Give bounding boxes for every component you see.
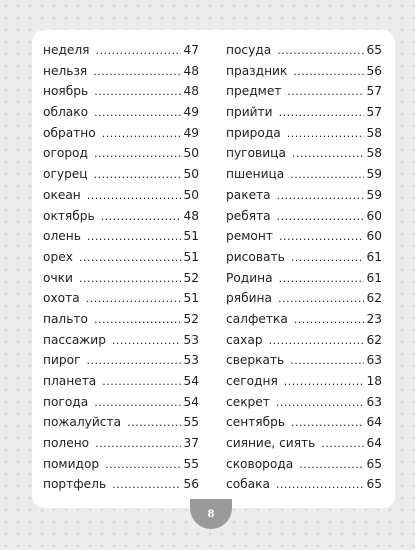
index-word: обратно	[43, 125, 96, 140]
dot-leader	[299, 455, 364, 476]
index-page-number: 64	[366, 436, 382, 451]
index-word: очки	[43, 270, 73, 285]
index-word: пальто	[43, 311, 88, 326]
index-entry	[226, 40, 382, 61]
index-entry	[43, 185, 199, 206]
dot-leader	[94, 103, 181, 124]
index-entry	[226, 247, 382, 268]
dot-leader	[269, 331, 365, 352]
dot-leader	[277, 41, 364, 62]
index-page-number: 50	[183, 187, 199, 202]
index-word: неделя	[43, 43, 90, 57]
dot-leader	[86, 289, 182, 310]
index-entry	[226, 433, 382, 454]
dot-leader	[276, 475, 365, 496]
index-word: посуда	[226, 43, 272, 57]
index-entry	[226, 143, 382, 164]
index-entry	[43, 206, 199, 227]
index-word: сверкать	[226, 353, 285, 368]
index-page-number: 51	[183, 249, 199, 264]
index-page-number: 59	[366, 167, 382, 182]
index-page-number: 63	[366, 353, 382, 368]
index-entry	[43, 412, 199, 433]
index-page-number: 56	[183, 477, 199, 492]
index-word: огород	[43, 146, 88, 161]
index-entry	[226, 123, 382, 144]
index-page-number: 51	[183, 291, 199, 306]
dot-leader	[277, 207, 365, 228]
index-word: сковорода	[226, 456, 294, 471]
index-page-number: 58	[366, 125, 382, 140]
index-word: планета	[43, 374, 97, 388]
dot-leader	[276, 393, 365, 414]
index-page-number: 23	[366, 311, 382, 326]
index-page-number: 61	[366, 270, 382, 285]
index-word: октябрь	[43, 208, 95, 223]
index-word: рябина	[226, 291, 272, 306]
index-entry	[43, 330, 199, 351]
dot-leader	[79, 269, 182, 290]
index-card	[32, 30, 395, 508]
index-page-number: 64	[366, 415, 382, 430]
index-entry	[43, 309, 199, 330]
index-entry	[226, 81, 382, 102]
index-page-number: 53	[183, 332, 199, 347]
index-word: ноябрь	[43, 84, 89, 99]
index-page-number: 49	[183, 105, 199, 120]
index-word: охота	[43, 291, 80, 306]
index-column-right	[226, 40, 382, 495]
index-page-number: 59	[366, 187, 382, 202]
dot-leader	[290, 165, 364, 186]
dot-leader	[102, 372, 181, 393]
index-entry	[43, 474, 199, 495]
index-entry	[43, 164, 199, 185]
index-word: Родина	[226, 270, 273, 285]
dot-leader	[87, 186, 182, 207]
index-page-number: 51	[183, 229, 199, 244]
index-page-number: 65	[366, 456, 382, 471]
index-page-number: 62	[366, 291, 382, 306]
index-entry	[226, 309, 382, 330]
index-page-number: 54	[183, 394, 199, 409]
dot-leader	[87, 351, 182, 372]
index-entry	[43, 102, 199, 123]
index-page-number: 60	[366, 208, 382, 223]
index-word: ребята	[226, 208, 271, 223]
index-word: олень	[43, 229, 81, 244]
dot-leader	[94, 144, 182, 165]
index-word: рисовать	[226, 249, 285, 264]
index-word: полено	[43, 436, 90, 451]
index-entry	[226, 185, 382, 206]
index-entry	[226, 288, 382, 309]
index-entry	[226, 268, 382, 289]
dot-leader	[96, 41, 182, 62]
index-page-number: 58	[366, 146, 382, 161]
index-entry	[226, 454, 382, 475]
index-word: пожалуйста	[43, 415, 122, 430]
index-entry	[226, 392, 382, 413]
index-entry	[43, 123, 199, 144]
dot-leader	[79, 248, 182, 269]
dot-leader	[94, 310, 182, 331]
dot-leader	[293, 62, 364, 83]
index-entry	[226, 371, 382, 392]
index-word: портфель	[43, 477, 107, 492]
index-entry	[43, 81, 199, 102]
index-entry	[43, 247, 199, 268]
index-entry	[226, 61, 382, 82]
index-entry	[226, 164, 382, 185]
index-page-number: 54	[183, 374, 199, 388]
index-page-number: 60	[366, 229, 382, 244]
index-page-number: 61	[366, 249, 382, 264]
index-page-number: 65	[366, 43, 382, 57]
dot-leader	[287, 82, 364, 103]
dot-leader	[284, 372, 365, 393]
index-page-number: 52	[183, 311, 199, 326]
index-entry	[43, 61, 199, 82]
index-word: ракета	[226, 187, 271, 202]
index-word: огурец	[43, 167, 88, 182]
index-page-number: 50	[183, 167, 199, 182]
dot-leader	[287, 124, 365, 145]
dot-leader	[291, 413, 364, 434]
index-entry	[43, 433, 199, 454]
index-word: облако	[43, 105, 89, 120]
index-entry	[226, 412, 382, 433]
index-entry	[43, 371, 199, 392]
index-word: сегодня	[226, 374, 278, 388]
index-word: помидор	[43, 456, 100, 471]
dot-leader	[101, 207, 182, 228]
dot-leader	[321, 434, 364, 455]
dot-leader	[279, 269, 365, 290]
index-entry	[226, 350, 382, 371]
index-word: праздник	[226, 63, 288, 78]
index-page-number: 55	[183, 456, 199, 471]
index-word: орех	[43, 249, 73, 264]
index-page-number: 52	[183, 270, 199, 285]
index-page-number: 48	[183, 208, 199, 223]
index-word: секрет	[226, 394, 270, 409]
index-word: сентябрь	[226, 415, 286, 430]
index-page-number: 50	[183, 146, 199, 161]
dot-leader	[277, 186, 365, 207]
page-number: 8	[207, 508, 215, 520]
dot-leader	[95, 434, 181, 455]
index-page-number: 65	[366, 477, 382, 492]
dot-leader	[102, 124, 182, 145]
index-entry	[226, 102, 382, 123]
index-entry	[43, 454, 199, 475]
dot-leader	[292, 144, 365, 165]
index-entry	[43, 350, 199, 371]
index-word: океан	[43, 187, 81, 202]
index-entry	[43, 226, 199, 247]
index-entry	[43, 392, 199, 413]
dot-leader	[94, 82, 181, 103]
dot-leader	[105, 455, 181, 476]
index-page-number: 49	[183, 125, 199, 140]
index-entry	[43, 268, 199, 289]
index-word: пирог	[43, 353, 81, 368]
index-page-number: 55	[183, 415, 199, 430]
index-page-number: 53	[183, 353, 199, 368]
dot-leader	[94, 165, 182, 186]
dot-leader	[93, 62, 181, 83]
dot-leader	[127, 413, 181, 434]
dot-leader	[279, 103, 365, 124]
index-page-number: 48	[183, 63, 199, 78]
index-entry	[226, 474, 382, 495]
dot-leader	[278, 289, 365, 310]
dot-leader	[291, 248, 365, 269]
index-word: пуговица	[226, 146, 286, 161]
index-column-left	[43, 40, 199, 495]
index-entry	[226, 226, 382, 247]
dot-leader	[290, 351, 364, 372]
index-word: сахар	[226, 332, 263, 347]
dot-leader	[112, 331, 182, 352]
index-word: природа	[226, 125, 281, 140]
dot-leader	[279, 227, 365, 248]
index-entry	[43, 288, 199, 309]
dot-leader	[94, 393, 181, 414]
index-page-number: 48	[183, 84, 199, 99]
index-word: погода	[43, 394, 89, 409]
index-word: собака	[226, 477, 270, 492]
index-page-number: 57	[366, 84, 382, 99]
index-page-number: 63	[366, 394, 382, 409]
index-word: прийти	[226, 105, 273, 120]
dot-leader	[112, 475, 181, 496]
index-word: пшеница	[226, 167, 285, 182]
index-word: нельзя	[43, 63, 88, 78]
index-page-number: 18	[366, 374, 382, 388]
index-word: ремонт	[226, 229, 273, 244]
index-page-number: 47	[183, 43, 199, 57]
index-entry	[226, 206, 382, 227]
page-number-tab	[190, 499, 232, 529]
index-entry	[43, 40, 199, 61]
index-word: предмет	[226, 84, 282, 99]
index-word: салфетка	[226, 311, 288, 326]
index-page-number: 56	[366, 63, 382, 78]
index-word: пассажир	[43, 332, 106, 347]
dot-leader	[294, 310, 365, 331]
index-word: сияние, сиять	[226, 436, 316, 451]
index-page-number: 62	[366, 332, 382, 347]
index-entry	[226, 330, 382, 351]
index-page-number: 57	[366, 105, 382, 120]
dot-leader	[87, 227, 182, 248]
index-page-number: 37	[183, 436, 199, 451]
index-entry	[43, 143, 199, 164]
